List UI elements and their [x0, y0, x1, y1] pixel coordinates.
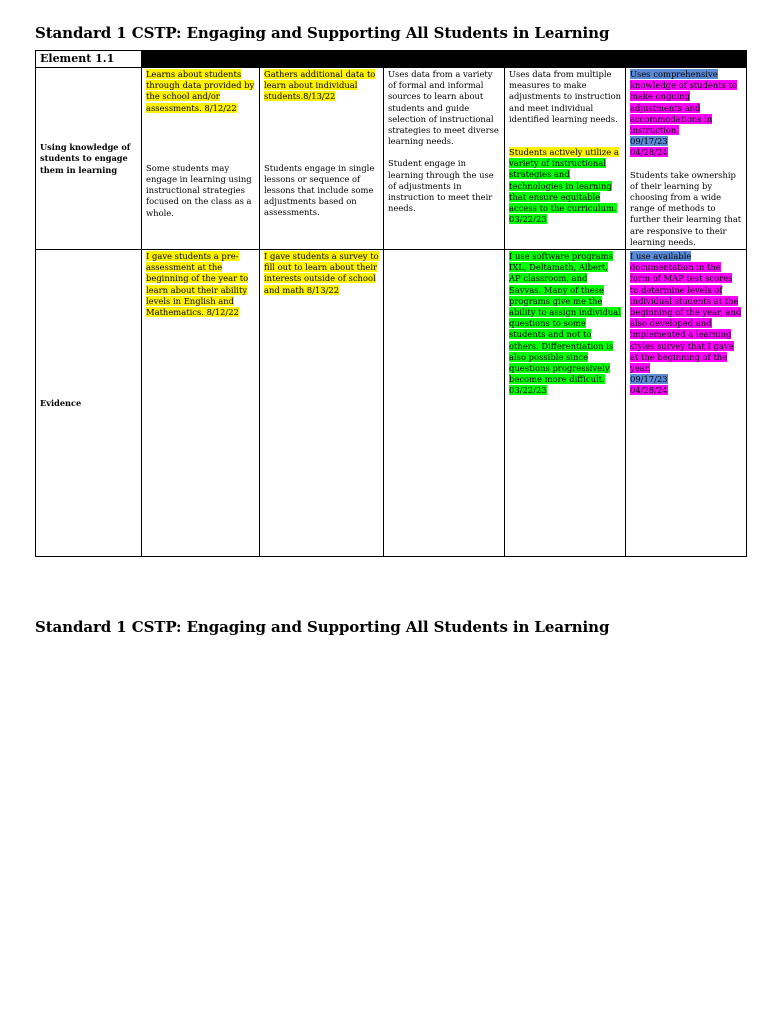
cell-text: Some students may engage in learning using instructional strategies focused on the class as a whole.: [146, 162, 252, 218]
cell-text-highlighted: I gave students a survey to fill out to learn about their interests outside of school and math 8/13/22: [264, 251, 379, 295]
cell-text-highlighted: I use available: [630, 251, 692, 261]
cell-exploring: [260, 68, 384, 250]
cell-text-highlighted: Learns about students through data provided by the school and/or assessments. 8/12/22: [146, 69, 255, 113]
element-label: Element 1.1: [36, 51, 142, 68]
cell-text-highlighted: knowledge of students to make ongoing adjustments and accommodations in instruction.: [630, 80, 737, 136]
evidence-cell-3: [384, 250, 505, 557]
table-header-row: [36, 51, 747, 68]
cell-date: 09/17/23: [630, 136, 668, 147]
cell-text-highlighted: Uses comprehensive: [630, 69, 718, 79]
cell-text-highlighted: Students actively utilize a: [509, 147, 619, 158]
cell-date: 04/28/24: [630, 385, 668, 396]
cell-text-highlighted: documentation in the form of MAP test scores to determine levels of individual students at the beginning of the year, and also developed and implemented a learning styles survey that I gave at the beginning of the year.: [630, 262, 742, 374]
evidence-cell-1: [142, 250, 260, 557]
cell-text: Students engage in single lessons or sequence of lessons that include some adjustments based on assessments.: [264, 162, 375, 218]
rubric-table: [35, 50, 747, 557]
header-bar: [142, 51, 747, 68]
page-title-repeat: Standard 1 CSTP: Engaging and Supporting All Students in Learning: [35, 618, 610, 636]
cell-text: Students take ownership of their learning by choosing from a wide range of methods to further their learning that are responsive to their learning needs.: [630, 169, 742, 247]
page-title: Standard 1 CSTP: Engaging and Supporting All Students in Learning: [35, 24, 610, 42]
cell-date: 04/28/24: [630, 147, 668, 158]
row-label-evidence: Evidence: [36, 250, 142, 557]
cell-text-highlighted: I gave students a pre-assessment at the beginning of the year to learn about their ability levels in English and Mathematics. 8/12/22: [146, 251, 249, 318]
cell-text-highlighted: I use software programs IXL, Deltamath, Albert, AP classroom, and Savvas. Many of these programs give me the ability to assign individual questions to some students and not to others. Differentiation is also possible since questions progressively become more difficult. 03/22/23: [509, 251, 621, 396]
evidence-cell-4: [505, 250, 626, 557]
cell-date: 09/17/23: [630, 374, 668, 385]
cell-emerging: [142, 68, 260, 250]
cell-text: Uses data from multiple measures to make adjustments to instruction and meet individual identified learning needs.: [509, 69, 621, 124]
cell-integrating: [505, 68, 626, 250]
cell-innovating: [626, 68, 747, 250]
cell-text: Student engage in learning through the use of adjustments in instruction to meet their needs.: [388, 158, 494, 214]
cell-text-highlighted: variety of instructional strategies and technologies in learning that ensure equitable access to the curriculum. 03/22/23: [509, 158, 617, 225]
cell-text-highlighted: Gathers additional data to learn about individual students.8/13/22: [264, 69, 376, 102]
cell-applying: [384, 68, 505, 250]
table-row: [36, 250, 747, 557]
cell-text: Uses data from a variety of formal and informal sources to learn about students and guide selection of instructional strategies to meet diverse learning needs.: [388, 69, 499, 147]
table-row: [36, 68, 747, 250]
evidence-cell-2: [260, 250, 384, 557]
evidence-cell-5: [626, 250, 747, 557]
row-label-knowledge: Using knowledge of students to engage them in learning: [36, 68, 142, 250]
